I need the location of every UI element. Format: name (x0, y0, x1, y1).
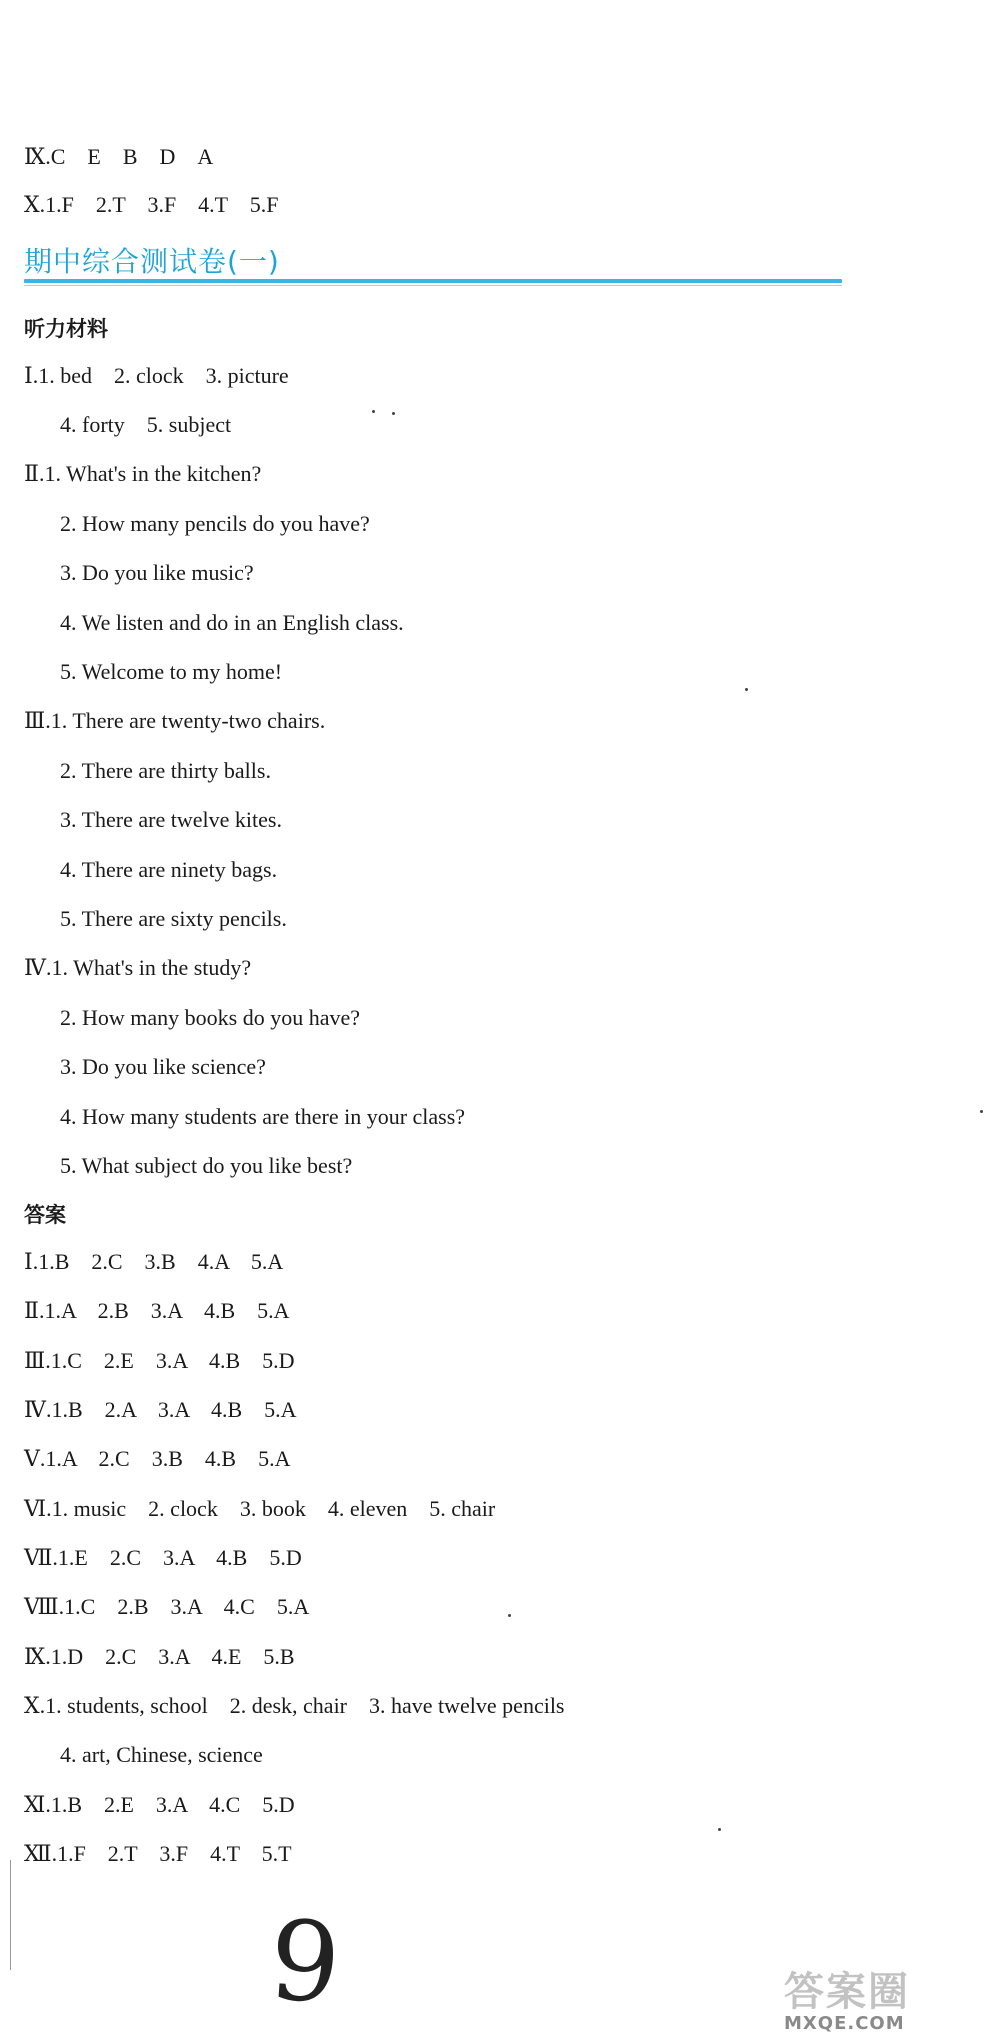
answer-line: Ⅲ.1.C 2.E 3.A 4.B 5.D (24, 1348, 295, 1373)
listening-line: 4. There are ninety bags. (60, 857, 278, 882)
scan-speck (980, 1110, 983, 1113)
listening-line: Ⅲ.1. There are twenty-two chairs. (24, 708, 326, 733)
heading-rule-thin (24, 285, 842, 286)
listening-line: 3. Do you like music? (60, 560, 254, 585)
scan-speck (508, 1614, 511, 1617)
listening-line: 3. There are twelve kites. (60, 807, 282, 832)
listening-title: 听力材料 (24, 317, 108, 341)
answer-line: Ⅸ.1.D 2.C 3.A 4.E 5.B (24, 1644, 295, 1669)
listening-line: Ⅳ.1. What's in the study? (24, 955, 252, 980)
scan-speck (718, 1828, 721, 1831)
listening-line: 5. What subject do you like best? (60, 1153, 353, 1178)
listening-line: 2. There are thirty balls. (60, 758, 271, 783)
heading-rule (24, 279, 842, 283)
answer-line: Ⅹ.1. students, school 2. desk, chair 3. have twelve pencils (24, 1693, 565, 1718)
answer-line: 4. art, Chinese, science (60, 1742, 263, 1767)
watermark-url: MXQE.COM (784, 2013, 905, 2034)
answer-line: Ⅰ.1.B 2.C 3.B 4.A 5.A (24, 1249, 284, 1274)
section-heading: 期中综合测试卷(一) (24, 245, 280, 278)
answer-line-x: Ⅹ.1.F 2.T 3.F 4.T 5.F (24, 192, 279, 217)
answer-line: Ⅳ.1.B 2.A 3.A 4.B 5.A (24, 1397, 297, 1422)
listening-line: 5. Welcome to my home! (60, 659, 283, 684)
answer-line: Ⅱ.1.A 2.B 3.A 4.B 5.A (24, 1298, 290, 1323)
answer-line: Ⅻ.1.F 2.T 3.F 4.T 5.T (24, 1841, 292, 1866)
listening-line: Ⅱ.1. What's in the kitchen? (24, 461, 262, 486)
answer-line: Ⅶ.1.E 2.C 3.A 4.B 5.D (24, 1545, 302, 1570)
scan-speck (372, 410, 375, 413)
listening-line: 5. There are sixty pencils. (60, 906, 287, 931)
answer-line-ix: Ⅸ.C E B D A (24, 144, 214, 169)
listening-line: Ⅰ.1. bed 2. clock 3. picture (24, 363, 289, 388)
answer-line: Ⅵ.1. music 2. clock 3. book 4. eleven 5. chair (24, 1496, 496, 1521)
listening-line: 4. How many students are there in your class? (60, 1104, 466, 1129)
scan-edge-line (10, 1860, 11, 1970)
listening-line: 4. We listen and do in an English class. (60, 610, 404, 635)
scan-speck (392, 412, 395, 415)
handwritten-page-number: 9 (265, 1895, 345, 2029)
listening-line: 4. forty 5. subject (60, 412, 232, 437)
answer-line: Ⅷ.1.C 2.B 3.A 4.C 5.A (24, 1594, 310, 1619)
answers-title: 答案 (24, 1203, 66, 1227)
answer-line: Ⅴ.1.A 2.C 3.B 4.B 5.A (24, 1446, 291, 1471)
watermark-logo-text: 答案圈 (784, 1969, 910, 2015)
scan-speck (745, 688, 748, 691)
listening-line: 2. How many books do you have? (60, 1005, 361, 1030)
answer-line: Ⅺ.1.B 2.E 3.A 4.C 5.D (24, 1792, 295, 1817)
listening-line: 3. Do you like science? (60, 1054, 266, 1079)
listening-line: 2. How many pencils do you have? (60, 511, 370, 536)
site-watermark (784, 1960, 994, 2034)
